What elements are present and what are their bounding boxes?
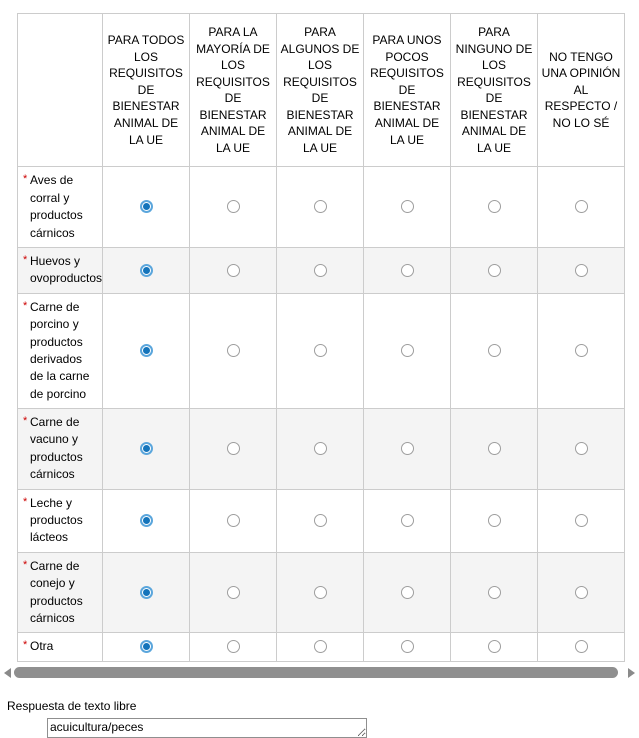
required-asterisk: *: [23, 299, 28, 312]
table-row: [18, 409, 625, 490]
required-asterisk: *: [23, 558, 28, 571]
row-label: Aves de corral y productos cárnicos: [30, 173, 83, 240]
radio-selected-row2-col0[interactable]: [140, 344, 153, 357]
radio-selected-row1-col0[interactable]: [140, 264, 153, 277]
header-col-few: PARA UNOS POCOS REQUISITOS DE BIENESTAR ANIMAL DE LA UE: [364, 14, 451, 167]
radio-unselected-row5-col2[interactable]: [314, 586, 327, 599]
table-row: [18, 633, 625, 661]
free-text-label: Respuesta de texto libre: [7, 698, 137, 713]
radio-unselected-row0-col5[interactable]: [575, 200, 588, 213]
radio-unselected-row1-col4[interactable]: [488, 264, 501, 277]
required-asterisk: *: [23, 639, 28, 652]
scroll-right-arrow[interactable]: [628, 668, 635, 678]
row-label: Otra: [30, 639, 54, 654]
radio-unselected-row1-col2[interactable]: [314, 264, 327, 277]
table-row: [18, 247, 625, 293]
header-col-all: PARA TODOS LOS REQUISITOS DE BIENESTAR ANIMAL DE LA UE: [103, 14, 190, 167]
required-asterisk: *: [23, 173, 28, 186]
radio-unselected-row0-col3[interactable]: [401, 200, 414, 213]
required-asterisk: *: [23, 495, 28, 508]
radio-unselected-row6-col2[interactable]: [314, 640, 327, 653]
radio-unselected-row4-col3[interactable]: [401, 514, 414, 527]
radio-unselected-row2-col5[interactable]: [575, 344, 588, 357]
scroll-left-arrow[interactable]: [4, 668, 11, 678]
table-row: [18, 489, 625, 552]
radio-unselected-row3-col2[interactable]: [314, 442, 327, 455]
row-label: Carne de vacuno y productos cárnicos: [30, 415, 83, 482]
header-col-most: PARA LA MAYORÍA DE LOS REQUISITOS DE BIENESTAR ANIMAL DE LA UE: [190, 14, 277, 167]
survey-matrix: [17, 13, 624, 662]
header-col-no-opinion: NO TENGO UNA OPINIÓN AL RESPECTO / NO LO SÉ: [538, 14, 625, 167]
row-label: Carne de porcino y productos derivados de la carne de porcino: [30, 299, 90, 401]
radio-unselected-row4-col5[interactable]: [575, 514, 588, 527]
radio-unselected-row2-col2[interactable]: [314, 344, 327, 357]
radio-unselected-row6-col3[interactable]: [401, 640, 414, 653]
radio-unselected-row5-col1[interactable]: [227, 586, 240, 599]
header-col-none: PARA NINGUNO DE LOS REQUISITOS DE BIENESTAR ANIMAL DE LA UE: [451, 14, 538, 167]
scrollbar-thumb[interactable]: [14, 667, 618, 678]
radio-unselected-row0-col1[interactable]: [227, 200, 240, 213]
radio-selected-row3-col0[interactable]: [140, 442, 153, 455]
survey-table: [17, 13, 625, 662]
survey-table-body: [18, 167, 625, 661]
row-label: Carne de conejo y productos cárnicos: [30, 558, 83, 625]
radio-unselected-row3-col5[interactable]: [575, 442, 588, 455]
radio-unselected-row3-col4[interactable]: [488, 442, 501, 455]
row-label: Huevos y ovoproductos: [30, 253, 103, 286]
radio-selected-row6-col0[interactable]: [140, 640, 153, 653]
radio-selected-row0-col0[interactable]: [140, 200, 153, 213]
table-row: [18, 167, 625, 248]
radio-unselected-row5-col4[interactable]: [488, 586, 501, 599]
free-text-section: [7, 699, 639, 738]
header-row: [18, 14, 625, 167]
radio-unselected-row2-col4[interactable]: [488, 344, 501, 357]
horizontal-scrollbar[interactable]: [0, 666, 639, 681]
radio-unselected-row2-col3[interactable]: [401, 344, 414, 357]
radio-unselected-row1-col1[interactable]: [227, 264, 240, 277]
radio-unselected-row0-col4[interactable]: [488, 200, 501, 213]
radio-unselected-row3-col1[interactable]: [227, 442, 240, 455]
radio-selected-row5-col0[interactable]: [140, 586, 153, 599]
radio-unselected-row3-col3[interactable]: [401, 442, 414, 455]
radio-unselected-row1-col5[interactable]: [575, 264, 588, 277]
header-empty-cell: [18, 14, 103, 167]
radio-unselected-row6-col5[interactable]: [575, 640, 588, 653]
radio-unselected-row6-col4[interactable]: [488, 640, 501, 653]
header-col-some: PARA ALGUNOS DE LOS REQUISITOS DE BIENESTAR ANIMAL DE LA UE: [277, 14, 364, 167]
radio-unselected-row5-col3[interactable]: [401, 586, 414, 599]
required-asterisk: *: [23, 253, 28, 266]
table-row: [18, 552, 625, 633]
required-asterisk: *: [23, 415, 28, 428]
radio-unselected-row6-col1[interactable]: [227, 640, 240, 653]
radio-unselected-row5-col5[interactable]: [575, 586, 588, 599]
radio-unselected-row0-col2[interactable]: [314, 200, 327, 213]
radio-unselected-row4-col4[interactable]: [488, 514, 501, 527]
radio-selected-row4-col0[interactable]: [140, 514, 153, 527]
table-row: [18, 293, 625, 408]
radio-unselected-row2-col1[interactable]: [227, 344, 240, 357]
row-label: Leche y productos lácteos: [30, 495, 83, 545]
radio-unselected-row4-col2[interactable]: [314, 514, 327, 527]
radio-unselected-row4-col1[interactable]: [227, 514, 240, 527]
free-text-input[interactable]: [47, 718, 367, 738]
radio-unselected-row1-col3[interactable]: [401, 264, 414, 277]
